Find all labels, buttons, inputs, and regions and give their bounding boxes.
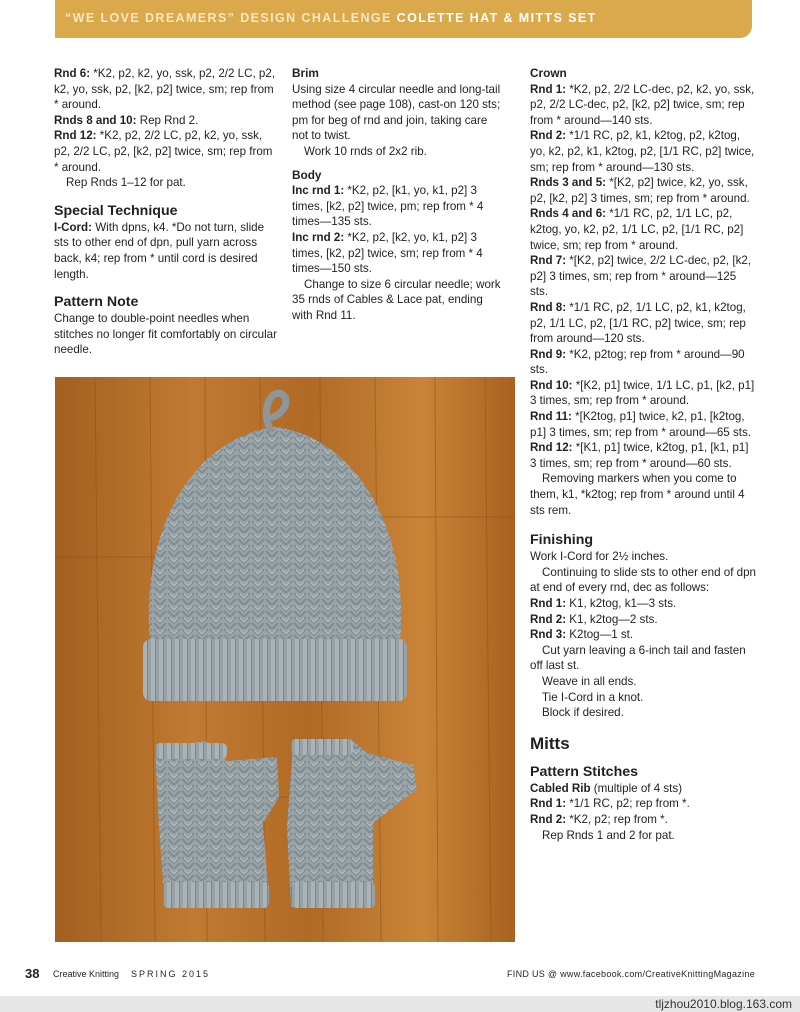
rnds-8-10: Rnds 8 and 10: Rep Rnd 2. [54, 113, 199, 127]
finishing-rnd-3: Rnd 3: K2tog—1 st. [530, 628, 634, 642]
crown-rnd-9: Rnd 9: *K2, p2tog; rep from * around—90 sts. [530, 347, 745, 377]
crown-rnd-2: Rnd 2: *1/1 RC, p2, k1, k2tog, p2, k2tog, yo, k2, p2, k1, k2tog, p2, [1/1 RC, p2] twice, sm; rep from * around—130 sts. [530, 129, 755, 174]
column-3 [530, 66, 756, 843]
brim-heading: Brim [292, 66, 319, 80]
pattern-title: COLETTE HAT & MITTS SET [396, 11, 597, 25]
header-banner [55, 0, 752, 38]
crown-heading: Crown [530, 66, 567, 80]
hat-mitts-photo [55, 377, 515, 942]
mitts-repeat: Rep Rnds 1 and 2 for pat. [542, 828, 675, 842]
column-1 [54, 66, 279, 358]
watermark-bar [0, 996, 800, 1012]
rnd-6: Rnd 6: *K2, p2, k2, yo, ssk, p2, 2/2 LC, p2, k2, yo, ssk, p2, [k2, p2] twice, sm; rep from * around. [54, 67, 276, 112]
repeat-text: Rep Rnds 1–12 for pat. [66, 176, 186, 190]
header-text [65, 11, 597, 25]
mitts-heading: Mitts [530, 733, 570, 753]
crown-rnds-3-5: Rnds 3 and 5: *[K2, p2] twice, k2, yo, ssk, p2, [k2, p2] 3 times, sm; rep from * around. [530, 176, 750, 205]
find-us-link[interactable]: FIND US @ www.facebook.com/CreativeKnittingMagazine [506, 969, 755, 979]
crown-rnd-12: Rnd 12: *[K1, p1] twice, k2tog, p1, [k1, p1] 3 times, sm; rep from * around—60 sts. [530, 441, 749, 470]
magazine-name: Creative Knitting [53, 969, 120, 979]
rnd-12: Rnd 12: *K2, p2, 2/2 LC, p2, k2, yo, ssk, p2, 2/2 LC, p2, [k2, p2] twice, sm; rep from * around. [54, 129, 273, 174]
removing-markers: Removing markers when you come to them, k1, *k2tog; rep from * around until 4 sts rem. [530, 472, 745, 517]
weave-ends: Weave in all ends. [542, 674, 637, 688]
finishing-1: Work I-Cord for 2½ inches. [530, 550, 669, 564]
crown-rnd-8: Rnd 8: *1/1 RC, p2, 1/1 LC, p2, k1, k2tog, p2, 1/1 LC, p2, [1/1 RC, p2] twice, sm; rep from around—120 sts. [530, 300, 746, 346]
inc-rnd-2: Inc rnd 2: *K2, p2, [k2, yo, k1, p2] 3 times, [k2, p2] twice, sm; rep from * 4 times—150 sts. [292, 230, 483, 276]
pattern-stitches-heading: Pattern Stitches [530, 763, 639, 780]
cut-yarn: Cut yarn leaving a 6-inch tail and fasten off last st. [530, 643, 746, 673]
column-2 [292, 66, 506, 324]
finishing-rnd-2: Rnd 2: K1, k2tog—2 sts. [530, 612, 658, 626]
special-technique-heading: Special Technique [54, 202, 178, 219]
issue-season: SPRING 2015 [131, 969, 211, 979]
page-number: 38 [25, 966, 40, 981]
mitts-rnd-1: Rnd 1: *1/1 RC, p2; rep from *. [530, 797, 690, 811]
crown-rnd-7: Rnd 7: *[K2, p2] twice, 2/2 LC-dec, p2, [k2, p2] 3 times, sm; rep from * around—125 sts. [530, 254, 752, 299]
pattern-note-heading: Pattern Note [54, 294, 139, 311]
mitts-rnd-2: Rnd 2: *K2, p2; rep from *. [530, 812, 668, 826]
icord-text: I-Cord: With dpns, k4. *Do not turn, slide sts to other end of dpn, pull yarn across back, k4; rep from * until cord is desired length. [54, 220, 265, 281]
body-heading: Body [292, 167, 322, 182]
crown-rnd-11: Rnd 11: *[K2tog, p1] twice, k2, p1, [k2tog, p1] 3 times, sm; rep from * around—65 sts. [530, 410, 752, 439]
series-title: “WE LOVE DREAMERS” DESIGN CHALLENGE [65, 11, 392, 25]
brim-work: Work 10 rnds of 2x2 rib. [304, 144, 427, 158]
crown-rnd-10: Rnd 10: *[K2, p1] twice, 1/1 LC, p1, [k2, p1] 3 times, sm; rep from * around. [530, 378, 755, 408]
finishing-2: Continuing to slide sts to other end of dpn at end of every rnd, dec as follows: [530, 565, 756, 595]
finishing-heading: Finishing [530, 532, 594, 549]
inc-rnd-1: Inc rnd 1: *K2, p2, [k1, yo, k1, p2] 3 times, [k2, p2] twice, pm; rep from * 4 times—135 sts. [292, 184, 484, 229]
block-text: Block if desired. [542, 706, 624, 720]
brim-text: Using size 4 circular needle and long-tail method (see page 108), cast-on 120 sts; pm for beg of rnd and join, taking care not to twist. [292, 82, 501, 143]
cabled-rib: Cabled Rib (multiple of 4 sts) [530, 781, 683, 795]
pattern-note-text: Change to double-point needles when stitches no longer fit comfortably on circular needle. [54, 312, 277, 357]
watermark-text: tljzhou2010.blog.163.com [655, 997, 792, 1011]
tie-icord: Tie I-Cord in a knot. [542, 690, 644, 704]
change-needle: Change to size 6 circular needle; work 35 rnds of Cables & Lace pat, ending with Rnd 11. [292, 277, 501, 322]
finishing-rnd-1: Rnd 1: K1, k2tog, k1—3 sts. [530, 597, 677, 610]
left-mitt [155, 741, 279, 908]
crown-rnds-4-6: Rnds 4 and 6: *1/1 RC, p2, 1/1 LC, p2, k2tog, yo, k2, p2, 1/1 LC, p2, [1/1 RC, p2] twice, sm; rep from * around. [530, 207, 744, 252]
crown-rnd-1: Rnd 1: *K2, p2, 2/2 LC-dec, p2, k2, yo, ssk, p2, 2/2 LC-dec, p2, [k2, p2] twice, sm; rep from * around—140 sts. [530, 82, 755, 127]
